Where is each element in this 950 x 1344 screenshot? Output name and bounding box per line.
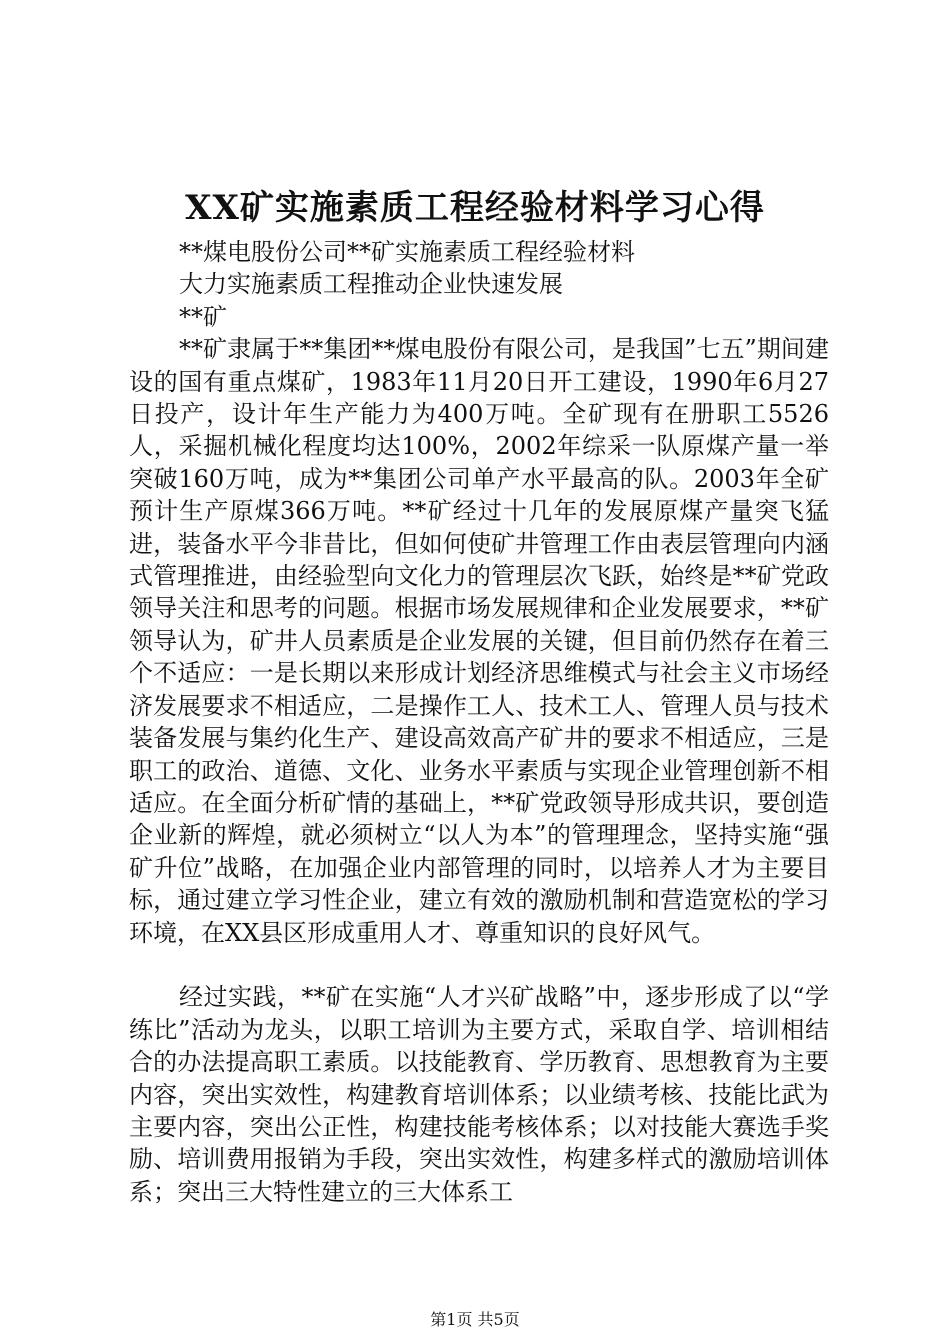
body-paragraph-1: **矿隶属于**集团**煤电股份有限公司，是我国”七五”期间建设的国有重点煤矿，1983年11月20日开工建设，1990年6月27日投产，设计年生产能力为400万吨。全矿现有在册职工5526人，采掘机械化程度均达100%，2002年综采一队原煤产量一举突破160万吨，成为**集团公司单产水平最高的队。2003年全矿预计生产原煤366万吨。**矿经过十几年的发展原煤产量突飞猛进，装备水平今非昔比，但如何使矿井管理工作由表层管理向内涵式管理推进，由经验型向文化力的管理层次飞跃，始终是**矿党政领导关注和思考的问题。根据市场发展规律和企业发展要求，**矿领导认为，矿井人员素质是企业发展的关键，但目前仍然存在着三个不适应：一是长期以来形成计划经济思维模式与社会主义市场经济发展要求不相适应，二是操作工人、技术工人、管理人员与技术装备发展与集约化生产、建设高效高产矿井的要求不相适应，三是职工的政治、道德、文化、业务水平素质与实现企业管理创新不相适应。在全面分析矿情的基础上，**矿党政领导形成共识，要创造企业新的辉煌，就必须树立“以人为本”的管理理念，坚持实施“强矿升位”战略，在加强企业内部管理的同时，以培养人才为主要目标，通过建立学习性企业，建立有效的激励机制和营造宽松的学习环境，在XX县区形成重用人才、尊重知识的良好风气。 <box>129 335 829 947</box>
subtitle-line-1: **煤电股份公司**矿实施素质工程经验材料 <box>179 238 635 266</box>
page-footer: 第1页 共5页 <box>430 1310 520 1329</box>
document-title: XX矿实施素质工程经验材料学习心得 <box>185 188 765 228</box>
document-body <box>129 236 829 1208</box>
author-line: **矿 <box>179 302 227 331</box>
body-paragraph-2: 经过实践，**矿在实施“人才兴矿战略”中，逐步形成了以“学练比”活动为龙头，以职工培训为主要方式，采取自学、培训相结合的办法提高职工素质。以技能教育、学历教育、思想教育为主要内容，突出实效性，构建教育培训体系；以业绩考核、技能比武为主要内容，突出公正性，构建技能考核体系；以对技能大赛选手奖励、培训费用报销为手段，突出实效性，构建多样式的激励培训体系；突出三大特性建立的三大体系工 <box>129 983 829 1206</box>
subtitle-line-2: 大力实施素质工程推动企业快速发展 <box>179 270 563 299</box>
